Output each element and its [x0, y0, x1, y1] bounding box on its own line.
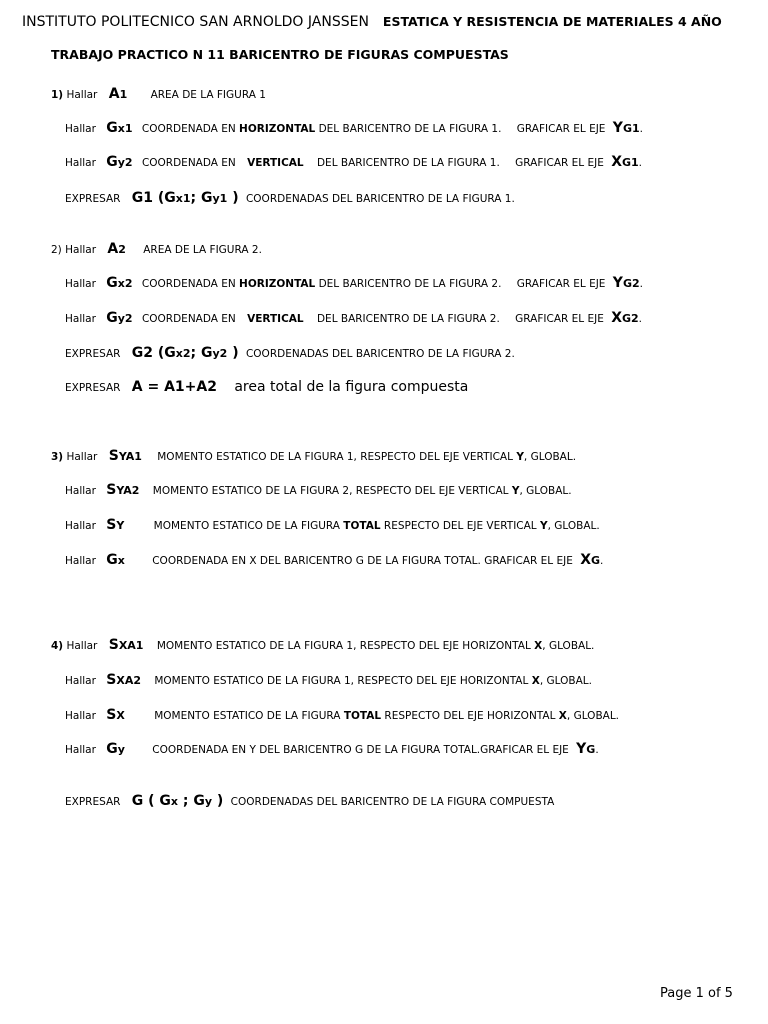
emphasis: TOTAL: [343, 710, 382, 722]
subject-name: ESTATICA Y RESISTENCIA DE MATERIALES 4 AÑO: [382, 14, 722, 29]
description: MOMENTO ESTATICO DE LA FIGURA 1, RESPECTO DEL EJE VERTICAL: [157, 451, 513, 463]
description: MOMENTO ESTATICO DE LA FIGURA 2, RESPECTO DEL EJE VERTICAL: [152, 485, 509, 497]
item-sya1: 3) Hallar SYA1 MOMENTO ESTATICO DE LA FIGURA 1, RESPECTO DEL EJE VERTICAL Y, GLOBAL.: [51, 448, 577, 464]
description: COORDENADA EN: [141, 278, 236, 290]
symbol: A1: [108, 86, 128, 102]
item-a2: [51, 241, 262, 258]
formula: A = A1+A2: [131, 379, 217, 395]
institution-name: INSTITUTO POLITECNICO SAN ARNOLDO JANSSEN: [22, 14, 369, 30]
hallar-label: Hallar: [65, 710, 96, 722]
axis-letter: X: [558, 710, 567, 722]
hallar-label: Hallar: [66, 451, 98, 463]
symbol: SYA1: [108, 448, 142, 464]
hallar-label: Hallar: [65, 744, 96, 756]
item-gx: Hallar Gx COORDENADA EN X DEL BARICENTRO G DE LA FIGURA TOTAL. GRAFICAR EL EJE XG.: [65, 552, 604, 568]
hallar-label: Hallar: [65, 675, 96, 687]
section-number: 3): [51, 451, 64, 463]
description: COORDENADA EN: [141, 157, 236, 169]
symbol: SXA2: [106, 672, 142, 688]
description: MOMENTO ESTATICO DE LA FIGURA 1, RESPECTO DEL EJE HORIZONTAL: [154, 675, 529, 687]
axis-letter: X: [531, 675, 540, 687]
symbol: SXA1: [108, 637, 144, 653]
item-gy: Hallar Gy COORDENADA EN Y DEL BARICENTRO G DE LA FIGURA TOTAL.GRAFICAR EL EJE YG.: [65, 741, 599, 757]
axis-symbol: XG: [580, 552, 601, 568]
section-number: 2): [51, 244, 62, 256]
item-total-area: [65, 379, 468, 396]
symbol: Gx2: [106, 275, 133, 291]
description: COORDENADA EN: [141, 313, 236, 325]
symbol: G2 (Gx2; Gy2 ): [131, 345, 239, 361]
section-number: 4): [51, 640, 64, 652]
symbol: Gy2: [106, 154, 133, 170]
description: COORDENADA EN X DEL BARICENTRO G DE LA FIGURA TOTAL. GRAFICAR EL EJE: [152, 555, 573, 567]
emphasis: TOTAL: [343, 520, 381, 532]
symbol: SX: [106, 707, 125, 723]
hallar-label: Hallar: [66, 640, 98, 652]
symbol: G ( Gx ; Gy ): [131, 793, 224, 809]
description: AREA DE LA FIGURA 2.: [143, 244, 262, 256]
hallar-label: Hallar: [65, 313, 96, 325]
description: COORDENADA EN: [141, 123, 236, 135]
item-expr-g: [65, 793, 554, 810]
hallar-label: Hallar: [65, 555, 96, 567]
symbol: SY: [106, 517, 125, 533]
description: RESPECTO DEL EJE VERTICAL: [383, 520, 537, 532]
item-sy: Hallar SY MOMENTO ESTATICO DE LA FIGURA TOTAL RESPECTO DEL EJE VERTICAL Y, GLOBAL.: [65, 517, 600, 533]
expresar-label: EXPRESAR: [65, 193, 121, 205]
hallar-label: Hallar: [65, 244, 97, 256]
item-sx: Hallar SX MOMENTO ESTATICO DE LA FIGURA TOTAL RESPECTO DEL EJE HORIZONTAL X, GLOBAL.: [65, 707, 620, 723]
expresar-label: EXPRESAR: [65, 796, 121, 808]
symbol: Gx1: [106, 120, 133, 136]
page-indicator: Page 1 of 5: [660, 986, 733, 1001]
description: MOMENTO ESTATICO DE LA FIGURA 1, RESPECTO DEL EJE HORIZONTAL: [156, 640, 531, 652]
item-sxa1: 4) Hallar SXA1 MOMENTO ESTATICO DE LA FIGURA 1, RESPECTO DEL EJE HORIZONTAL X, GLOBAL.: [51, 637, 595, 653]
axis-letter: Y: [540, 520, 548, 532]
page-title: TRABAJO PRACTICO N 11 BARICENTRO DE FIGURAS COMPUESTAS: [51, 47, 509, 62]
description: COORDENADA EN Y DEL BARICENTRO G DE LA FIGURA TOTAL.GRAFICAR EL EJE: [152, 744, 569, 756]
expresar-label: EXPRESAR: [65, 348, 121, 360]
axis-letter: Y: [516, 451, 524, 463]
axis-letter: X: [534, 640, 543, 652]
symbol: A2: [107, 241, 126, 257]
hallar-label: Hallar: [65, 520, 96, 532]
graficar-text: GRAFICAR EL EJE: [516, 123, 606, 135]
graficar-text: GRAFICAR EL EJE: [515, 157, 604, 169]
emphasis: VERTICAL: [247, 157, 304, 169]
symbol: Gy2: [106, 310, 133, 326]
description: COORDENADAS DEL BARICENTRO DE LA FIGURA COMPUESTA: [230, 796, 555, 808]
item-expr-g2: [65, 345, 515, 362]
symbol: G1 (Gx1; Gy1 ): [131, 190, 239, 206]
axis-symbol: XG2: [611, 310, 639, 326]
item-expr-g1: [65, 190, 515, 207]
axis-symbol: YG2: [612, 275, 640, 291]
hallar-label: Hallar: [65, 123, 96, 135]
hallar-label: Hallar: [65, 278, 96, 290]
description: DEL BARICENTRO DE LA FIGURA 2.: [316, 313, 500, 325]
emphasis: HORIZONTAL: [239, 123, 316, 135]
description: area total de la figura compuesta: [234, 379, 469, 395]
item-gy1: Hallar Gy2 COORDENADA EN VERTICAL DEL BARICENTRO DE LA FIGURA 1. GRAFICAR EL EJE XG1.: [65, 154, 643, 170]
hallar-label: Hallar: [65, 157, 96, 169]
description: DEL BARICENTRO DE LA FIGURA 1.: [318, 123, 502, 135]
description: COORDENADAS DEL BARICENTRO DE LA FIGURA 1.: [245, 193, 515, 205]
axis-symbol: YG1: [612, 120, 640, 136]
description: MOMENTO ESTATICO DE LA FIGURA: [154, 710, 341, 722]
axis-letter: Y: [511, 485, 520, 497]
emphasis: VERTICAL: [247, 313, 304, 325]
section-number: 1): [51, 89, 64, 101]
description: DEL BARICENTRO DE LA FIGURA 2.: [318, 278, 502, 290]
description: COORDENADAS DEL BARICENTRO DE LA FIGURA 2.: [245, 348, 515, 360]
item-gx2: Hallar Gx2 COORDENADA EN HORIZONTAL DEL BARICENTRO DE LA FIGURA 2. GRAFICAR EL EJE YG2.: [65, 275, 643, 291]
emphasis: HORIZONTAL: [239, 278, 316, 290]
description: RESPECTO DEL EJE HORIZONTAL: [384, 710, 556, 722]
item-a1: [51, 86, 266, 103]
description: DEL BARICENTRO DE LA FIGURA 1.: [316, 157, 500, 169]
symbol: Gx: [106, 552, 125, 568]
item-gy2: Hallar Gy2 COORDENADA EN VERTICAL DEL BARICENTRO DE LA FIGURA 2. GRAFICAR EL EJE XG2.: [65, 310, 643, 326]
document-header: [22, 11, 762, 30]
item-sxa2: Hallar SXA2 MOMENTO ESTATICO DE LA FIGURA 1, RESPECTO DEL EJE HORIZONTAL X, GLOBAL.: [65, 672, 592, 688]
symbol: Gy: [106, 741, 125, 757]
axis-symbol: XG1: [611, 154, 639, 170]
item-gx1: Hallar Gx1 COORDENADA EN HORIZONTAL DEL BARICENTRO DE LA FIGURA 1. GRAFICAR EL EJE YG1.: [65, 120, 643, 136]
description: AREA DE LA FIGURA 1: [150, 89, 266, 101]
hallar-label: Hallar: [65, 485, 96, 497]
symbol: SYA2: [106, 482, 140, 498]
graficar-text: GRAFICAR EL EJE: [516, 278, 606, 290]
hallar-label: Hallar: [66, 89, 98, 101]
expresar-label: EXPRESAR: [65, 382, 121, 394]
description: MOMENTO ESTATICO DE LA FIGURA: [153, 520, 340, 532]
graficar-text: GRAFICAR EL EJE: [515, 313, 604, 325]
axis-symbol: YG: [576, 741, 596, 757]
item-sya2: Hallar SYA2 MOMENTO ESTATICO DE LA FIGURA 2, RESPECTO DEL EJE VERTICAL Y, GLOBAL.: [65, 482, 572, 498]
